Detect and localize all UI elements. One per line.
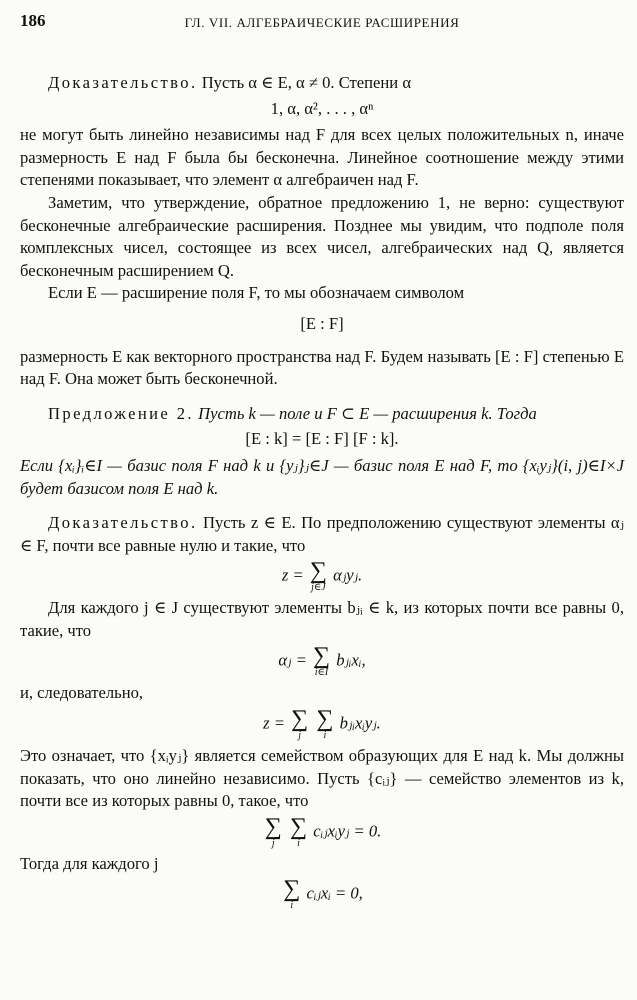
formula-alpha-rhs: bⱼᵢxᵢ, [336,650,366,670]
sum-sign: ∑ [291,706,309,733]
sum-over-i [313,645,330,678]
sum-sign: ∑ [264,813,282,840]
sum-over-j [264,813,282,849]
formula-z [20,560,624,593]
proposition-2 [20,403,624,426]
formula-tower: [E : k] = [E : F] [F : k]. [245,429,399,449]
formula-z-rhs: αⱼyⱼ. [333,565,363,585]
sum-limit: j [271,837,275,849]
sum-sign: ∑ [316,706,334,733]
formula-z-lhs: z = [281,565,304,585]
formula-last [20,878,624,911]
formula-c-rhs: cᵢⱼxᵢyⱼ = 0. [313,821,382,841]
formula-degree: [E : F] [300,313,344,333]
proof2-paragraph [20,512,624,557]
proof2-text: Пусть z ∈ E. По предположению существуют элементы αⱼ ∈ F, почти все равные нулю и такие, что [20,513,625,555]
proof1-text: Пусть α ∈ E, α ≠ 0. Степени α [201,73,412,92]
paragraph-5: Для каждого j ∈ J существуют элементы bⱼᵢ ∈ k, из которых почти все равны 0, такие, что [20,598,624,640]
sum-over-i [316,708,333,741]
sum-sign: ∑ [312,643,331,670]
paragraph-3: Если E — расширение поля F, то мы обозначаем символом [48,283,465,303]
paragraph-1: не могут быть линейно независимы над F для всех целых положительных n, иначе размерность E над F была бы бесконечна. Линейное соотношение между этими степенями показывает, что элемент α алгебраичен над F. [20,125,624,190]
sum-over-i [283,878,300,911]
prop2-label: Предложение 2. [48,403,194,423]
formula-double-rhs: bⱼᵢxᵢyⱼ. [339,713,381,733]
sum-over-j [310,560,327,593]
formula-alpha-lhs: αⱼ = [278,650,307,670]
sum-sign: ∑ [289,813,308,840]
proof1-label: Доказательство. [48,73,198,92]
formula-powers: 1, α, α², . . . , αⁿ [270,98,374,118]
page-number: 186 [20,11,46,30]
formula-alpha [20,645,624,678]
sum-limit: i∈I [314,667,329,679]
paragraph-7: Это означает, что {xᵢyⱼ} является семейством образующих для E над k. Мы должны показать, что оно линейно независимо. Пусть {cᵢⱼ} — семейство элементов из k, почти все из которых равны 0, такое, что [20,746,624,811]
sum-limit: i [290,900,294,912]
prop2-basis: Если {xᵢ}ᵢ∈I — базис поля F над k и {yⱼ}ⱼ∈J — базис поля E над F, то {xᵢyⱼ}(i, j)∈I×J будет базисом поля E над k. [20,455,624,498]
sum-sign: ∑ [309,558,327,585]
formula-c [20,813,624,849]
proof2-label: Доказательство. [48,513,198,533]
prop2-text: Пусть k — поле и F ⊂ E — расширения k. Тогда [198,403,537,423]
sum-limit: i [323,730,327,742]
formula-last-rhs: cᵢⱼxᵢ = 0, [306,883,363,903]
paragraph-4: размерность E как векторного пространства над F. Будем называть [E : F] степенью E над F. Она может быть бесконечной. [20,346,624,389]
paragraph-8: Тогда для каждого j [20,853,159,873]
sum-over-i [289,813,308,849]
sum-limit: j∈J [311,582,326,594]
sum-sign: ∑ [283,876,301,903]
book-page [20,6,624,915]
formula-double-sum [20,708,624,741]
paragraph-2: Заметим, что утверждение, обратное предложению 1, не верно: существуют бесконечные алгебраические расширения. Позднее мы увидим, что подполе поля комплексных чисел, состоящее из всех чисел, алгебраических над Q, является бесконечным расширением Q. [20,192,624,280]
sum-over-j [291,708,308,741]
sum-limit: j [298,730,302,742]
paragraph-6: и, следовательно, [20,683,144,703]
page-header [20,6,624,36]
running-title: ГЛ. VII. АЛГЕБРАИЧЕСКИЕ РАСШИРЕНИЯ [184,15,460,30]
sum-limit: i [297,837,300,849]
formula-double-lhs: z = [263,713,285,733]
proof1-paragraph [20,72,624,95]
